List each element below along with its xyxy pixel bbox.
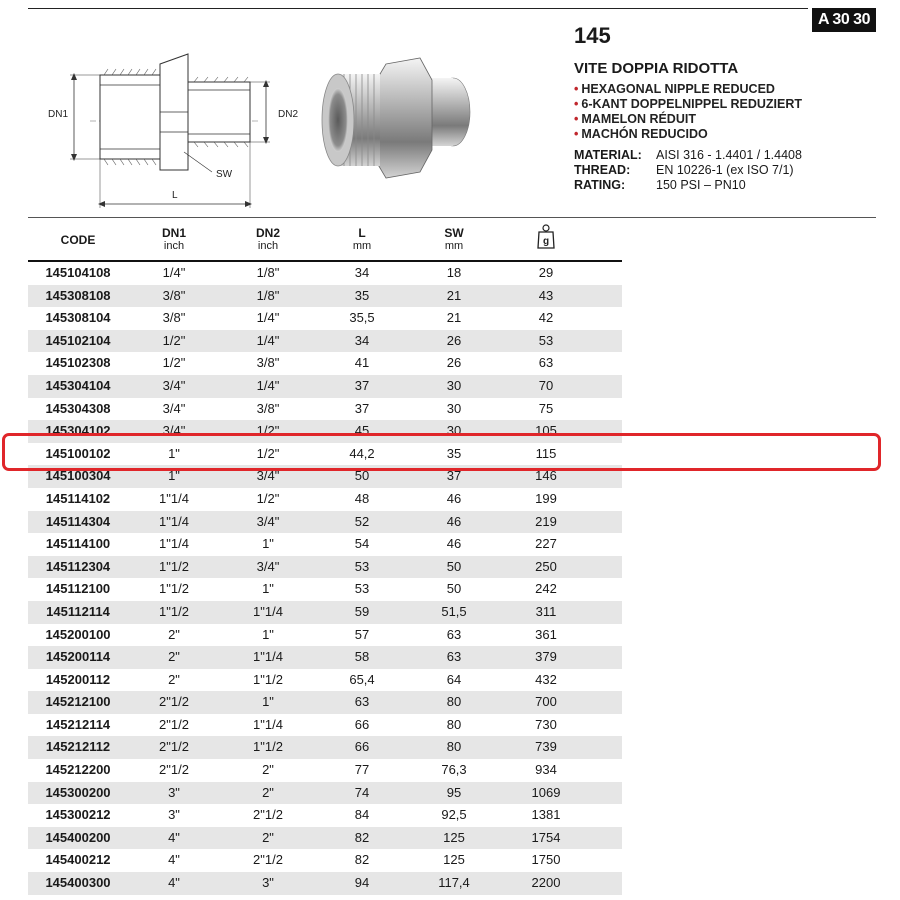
cell-l: 52 <box>354 513 370 529</box>
cell-dn1: 3/4" <box>162 377 186 393</box>
translation-item: • MAMELON RÉDUIT <box>574 112 696 126</box>
cell-dn1: 1"1/2 <box>159 558 189 574</box>
cell-l: 65,4 <box>349 671 375 687</box>
cell-weight: 1750 <box>531 852 561 868</box>
table-row <box>28 601 622 624</box>
cell-dn2: 2" <box>262 829 274 845</box>
cell-weight: 75 <box>538 400 554 416</box>
cell-code: 145212100 <box>45 694 111 710</box>
cell-weight: 739 <box>535 739 557 755</box>
page-badge: A 30 30 <box>812 8 876 32</box>
cell-l: 54 <box>354 536 370 552</box>
cell-code: 145112114 <box>46 603 110 619</box>
cell-sw: 64 <box>446 671 462 687</box>
cell-l: 82 <box>354 829 370 845</box>
cell-dn1: 2"1/2 <box>159 694 189 710</box>
cell-code: 145100304 <box>45 468 111 484</box>
translation-item: • HEXAGONAL NIPPLE REDUCED <box>574 82 775 96</box>
cell-dn2: 1"1/2 <box>253 671 283 687</box>
cell-dn1: 2"1/2 <box>159 716 189 732</box>
product-title: VITE DOPPIA RIDOTTA <box>574 60 739 77</box>
cell-sw: 63 <box>446 626 462 642</box>
cell-l: 37 <box>354 377 370 393</box>
cell-dn1: 3" <box>168 807 180 823</box>
cell-sw: 30 <box>446 423 462 439</box>
cell-l: 35,5 <box>349 310 375 326</box>
table-row <box>28 262 622 285</box>
cell-weight: 227 <box>535 536 557 552</box>
cell-dn2: 1/2" <box>256 490 280 506</box>
cell-weight: 432 <box>535 671 557 687</box>
cell-sw: 46 <box>446 513 462 529</box>
cell-sw: 46 <box>446 536 462 552</box>
cell-weight: 146 <box>535 468 557 484</box>
cell-weight: 43 <box>538 287 554 303</box>
cell-weight: 1381 <box>531 807 561 823</box>
table-row <box>28 804 622 827</box>
cell-code: 145400212 <box>45 852 111 868</box>
cell-code: 145304104 <box>45 377 111 393</box>
cell-l: 35 <box>354 287 370 303</box>
cell-dn1: 1" <box>168 468 180 484</box>
cell-dn1: 2"1/2 <box>159 739 189 755</box>
column-header-code: CODE <box>60 233 96 247</box>
cell-code: 145400200 <box>45 829 111 845</box>
spec-row-material: MATERIAL: AISI 316 - 1.4401 / 1.4408 <box>574 148 802 162</box>
cell-code: 145300212 <box>45 807 111 823</box>
cell-sw: 80 <box>446 694 462 710</box>
cell-dn1: 3/4" <box>162 400 186 416</box>
cell-sw: 18 <box>446 265 462 280</box>
column-header-dn1: DN1 inch <box>161 226 186 252</box>
cell-sw: 46 <box>446 490 462 506</box>
cell-dn2: 3/8" <box>256 355 280 371</box>
cell-dn2: 2" <box>262 784 274 800</box>
cell-dn2: 2"1/2 <box>253 852 283 868</box>
cell-weight: 242 <box>535 581 557 597</box>
cell-dn1: 2"1/2 <box>159 762 189 778</box>
top-rule <box>28 8 808 9</box>
cell-dn2: 1/2" <box>256 423 280 439</box>
table-row <box>28 556 622 579</box>
column-header-weight <box>500 224 592 253</box>
cell-dn1: 2" <box>168 671 180 687</box>
cell-dn2: 2"1/2 <box>253 807 283 823</box>
product-info <box>574 24 894 193</box>
bullet-icon: • <box>574 97 579 111</box>
translation-item: • MACHÓN REDUCIDO <box>574 127 708 141</box>
translations-list <box>574 82 894 142</box>
table-header <box>28 222 622 260</box>
cell-l: 41 <box>354 355 370 371</box>
cell-dn2: 1/4" <box>256 332 280 348</box>
table-row <box>28 782 622 805</box>
cell-weight: 1754 <box>531 829 561 845</box>
cell-sw: 125 <box>443 852 465 868</box>
cell-sw: 35 <box>446 445 462 461</box>
cell-weight: 42 <box>538 310 554 326</box>
cell-l: 37 <box>354 400 370 416</box>
cell-code: 145112100 <box>45 581 111 597</box>
table-row <box>28 511 622 534</box>
cell-dn1: 4" <box>168 852 180 868</box>
table-row <box>28 398 622 421</box>
cell-dn2: 1"1/4 <box>253 603 283 619</box>
table-row <box>28 624 622 647</box>
table-row <box>28 669 622 692</box>
cell-sw: 21 <box>446 310 462 326</box>
cell-weight: 1069 <box>531 784 561 800</box>
cell-weight: 2200 <box>531 875 561 891</box>
dn2-label: DN2 <box>278 109 299 120</box>
cell-dn2: 1" <box>262 536 274 552</box>
cell-dn1: 1" <box>168 445 180 461</box>
cell-code: 145212200 <box>45 762 111 778</box>
dn1-label: DN1 <box>48 109 69 120</box>
cell-sw: 30 <box>446 377 462 393</box>
cell-code: 145212112 <box>45 739 111 755</box>
cell-dn2: 3/4" <box>256 558 280 574</box>
table-row <box>28 285 622 308</box>
cell-dn2: 1/8" <box>256 265 280 280</box>
table-row <box>28 849 622 872</box>
column-header-sw: SW mm <box>444 226 464 252</box>
cell-dn1: 1"1/4 <box>159 513 189 529</box>
cell-weight: 219 <box>535 513 557 529</box>
cell-l: 84 <box>354 807 370 823</box>
cell-weight: 379 <box>535 649 557 665</box>
product-number: 145 <box>574 23 611 48</box>
cell-sw: 80 <box>446 739 462 755</box>
cell-sw: 117,4 <box>438 875 470 891</box>
cell-weight: 361 <box>535 626 557 642</box>
table-row <box>28 488 622 511</box>
bullet-icon: • <box>574 82 579 96</box>
table-row <box>28 736 622 759</box>
cell-code: 145102308 <box>45 355 111 371</box>
cell-weight: 115 <box>535 445 557 461</box>
cell-code: 145100102 <box>45 445 111 461</box>
cell-dn1: 2" <box>168 626 180 642</box>
cell-sw: 37 <box>446 468 462 484</box>
cell-sw: 63 <box>446 649 462 665</box>
cell-sw: 125 <box>443 829 465 845</box>
cell-sw: 92,5 <box>441 807 467 823</box>
cell-dn2: 1/4" <box>256 377 280 393</box>
cell-dn2: 1/4" <box>256 310 280 326</box>
cell-code: 145300200 <box>45 784 111 800</box>
cell-dn1: 1/2" <box>162 332 186 348</box>
cell-dn2: 1/2" <box>256 445 280 461</box>
cell-weight: 53 <box>538 332 554 348</box>
cell-weight: 29 <box>538 265 554 280</box>
cell-dn2: 3/4" <box>256 513 280 529</box>
technical-drawing <box>38 40 308 215</box>
column-header-dn2: DN2 inch <box>255 226 280 252</box>
table-row <box>28 827 622 850</box>
bullet-icon: • <box>574 127 579 141</box>
table-row <box>28 714 622 737</box>
cell-code: 145114304 <box>45 513 111 529</box>
section-divider <box>28 217 876 218</box>
cell-sw: 76,3 <box>441 762 467 778</box>
cell-sw: 26 <box>446 355 462 371</box>
cell-dn1: 4" <box>168 829 180 845</box>
cell-sw: 21 <box>446 287 462 303</box>
cell-code: 145200112 <box>45 671 111 687</box>
cell-l: 82 <box>354 852 370 868</box>
cell-dn1: 1/4" <box>162 265 186 280</box>
cell-sw: 26 <box>446 332 462 348</box>
spec-row-rating: RATING: 150 PSI – PN10 <box>574 178 746 192</box>
cell-l: 53 <box>354 558 370 574</box>
cell-weight: 700 <box>535 694 557 710</box>
cell-dn2: 3/4" <box>256 468 280 484</box>
table-body <box>28 262 622 895</box>
cell-dn1: 1/2" <box>162 355 186 371</box>
table-row <box>28 759 622 782</box>
product-photo <box>318 50 478 190</box>
table-row <box>28 646 622 669</box>
translation-item: • 6-KANT DOPPELNIPPEL REDUZIERT <box>574 97 803 111</box>
cell-dn1: 3/4" <box>162 423 186 439</box>
cell-l: 53 <box>354 581 370 597</box>
cell-weight: 311 <box>535 603 557 619</box>
cell-dn1: 1"1/2 <box>159 603 189 619</box>
cell-l: 34 <box>354 332 370 348</box>
cell-dn2: 1/8" <box>256 287 280 303</box>
cell-dn1: 4" <box>168 875 180 891</box>
cell-sw: 50 <box>446 581 462 597</box>
cell-l: 74 <box>354 784 370 800</box>
cell-dn2: 1"1/4 <box>253 649 283 665</box>
cell-dn1: 2" <box>168 649 180 665</box>
cell-l: 66 <box>354 739 370 755</box>
cell-dn2: 3/8" <box>256 400 280 416</box>
cell-l: 44,2 <box>349 445 375 461</box>
cell-l: 66 <box>354 716 370 732</box>
cell-code: 145200114 <box>45 649 111 665</box>
cell-dn1: 3" <box>168 784 180 800</box>
cell-code: 145104108 <box>45 265 111 280</box>
cell-code: 145114102 <box>45 490 111 506</box>
cell-l: 58 <box>354 649 370 665</box>
cell-code: 145308104 <box>45 310 111 326</box>
cell-code: 145304308 <box>45 400 111 416</box>
cell-weight: 934 <box>535 762 557 778</box>
l-label: L <box>172 190 178 201</box>
cell-weight: 730 <box>535 716 557 732</box>
cell-dn2: 1" <box>262 626 274 642</box>
cell-dn1: 3/8" <box>162 310 186 326</box>
cell-l: 48 <box>354 490 370 506</box>
cell-weight: 105 <box>535 423 557 439</box>
cell-l: 57 <box>354 626 370 642</box>
table-row <box>28 375 622 398</box>
cell-code: 145112304 <box>45 558 111 574</box>
cell-code: 145304102 <box>45 423 111 439</box>
cell-sw: 50 <box>446 558 462 574</box>
cell-code: 145212114 <box>45 716 111 732</box>
spec-row-thread: THREAD: EN 10226-1 (ex ISO 7/1) <box>574 163 794 177</box>
cell-dn2: 2" <box>262 762 274 778</box>
bullet-icon: • <box>574 112 579 126</box>
cell-dn1: 1"1/4 <box>159 490 189 506</box>
cell-code: 145114100 <box>45 536 111 552</box>
cell-sw: 30 <box>446 400 462 416</box>
svg-text:g: g <box>542 236 550 247</box>
table-row <box>28 307 622 330</box>
cell-l: 34 <box>354 265 370 280</box>
sw-label: SW <box>216 169 233 180</box>
spec-list <box>574 148 894 193</box>
cell-sw: 95 <box>446 784 462 800</box>
cell-dn2: 1"1/4 <box>253 716 283 732</box>
cell-code: 145400300 <box>45 875 111 891</box>
cell-dn2: 1" <box>262 694 274 710</box>
cell-sw: 51,5 <box>441 603 467 619</box>
cell-code: 145200100 <box>45 626 111 642</box>
cell-dn1: 1"1/4 <box>159 536 189 552</box>
cell-dn2: 1"1/2 <box>253 739 283 755</box>
cell-sw: 80 <box>446 716 462 732</box>
table-row <box>28 691 622 714</box>
cell-l: 94 <box>354 875 370 891</box>
table-row <box>28 533 622 556</box>
table-row <box>28 578 622 601</box>
cell-weight: 199 <box>535 490 557 506</box>
cell-l: 45 <box>354 423 370 439</box>
cell-code: 145308108 <box>45 287 111 303</box>
cell-code: 145102104 <box>45 332 111 348</box>
cell-weight: 70 <box>538 377 554 393</box>
cell-weight: 250 <box>535 558 557 574</box>
cell-weight: 63 <box>538 355 554 371</box>
table-row <box>28 330 622 353</box>
cell-l: 50 <box>354 468 370 484</box>
table-row <box>28 352 622 375</box>
cell-dn1: 1"1/2 <box>159 581 189 597</box>
cell-l: 59 <box>354 603 370 619</box>
column-header-l: L mm <box>352 226 372 252</box>
cell-dn2: 3" <box>262 875 274 891</box>
cell-l: 63 <box>354 694 370 710</box>
highlight-box <box>2 433 881 471</box>
cell-dn2: 1" <box>262 581 274 597</box>
weight-icon <box>536 224 556 250</box>
cell-l: 77 <box>354 762 370 778</box>
cell-dn1: 3/8" <box>162 287 186 303</box>
table-row <box>28 872 622 895</box>
